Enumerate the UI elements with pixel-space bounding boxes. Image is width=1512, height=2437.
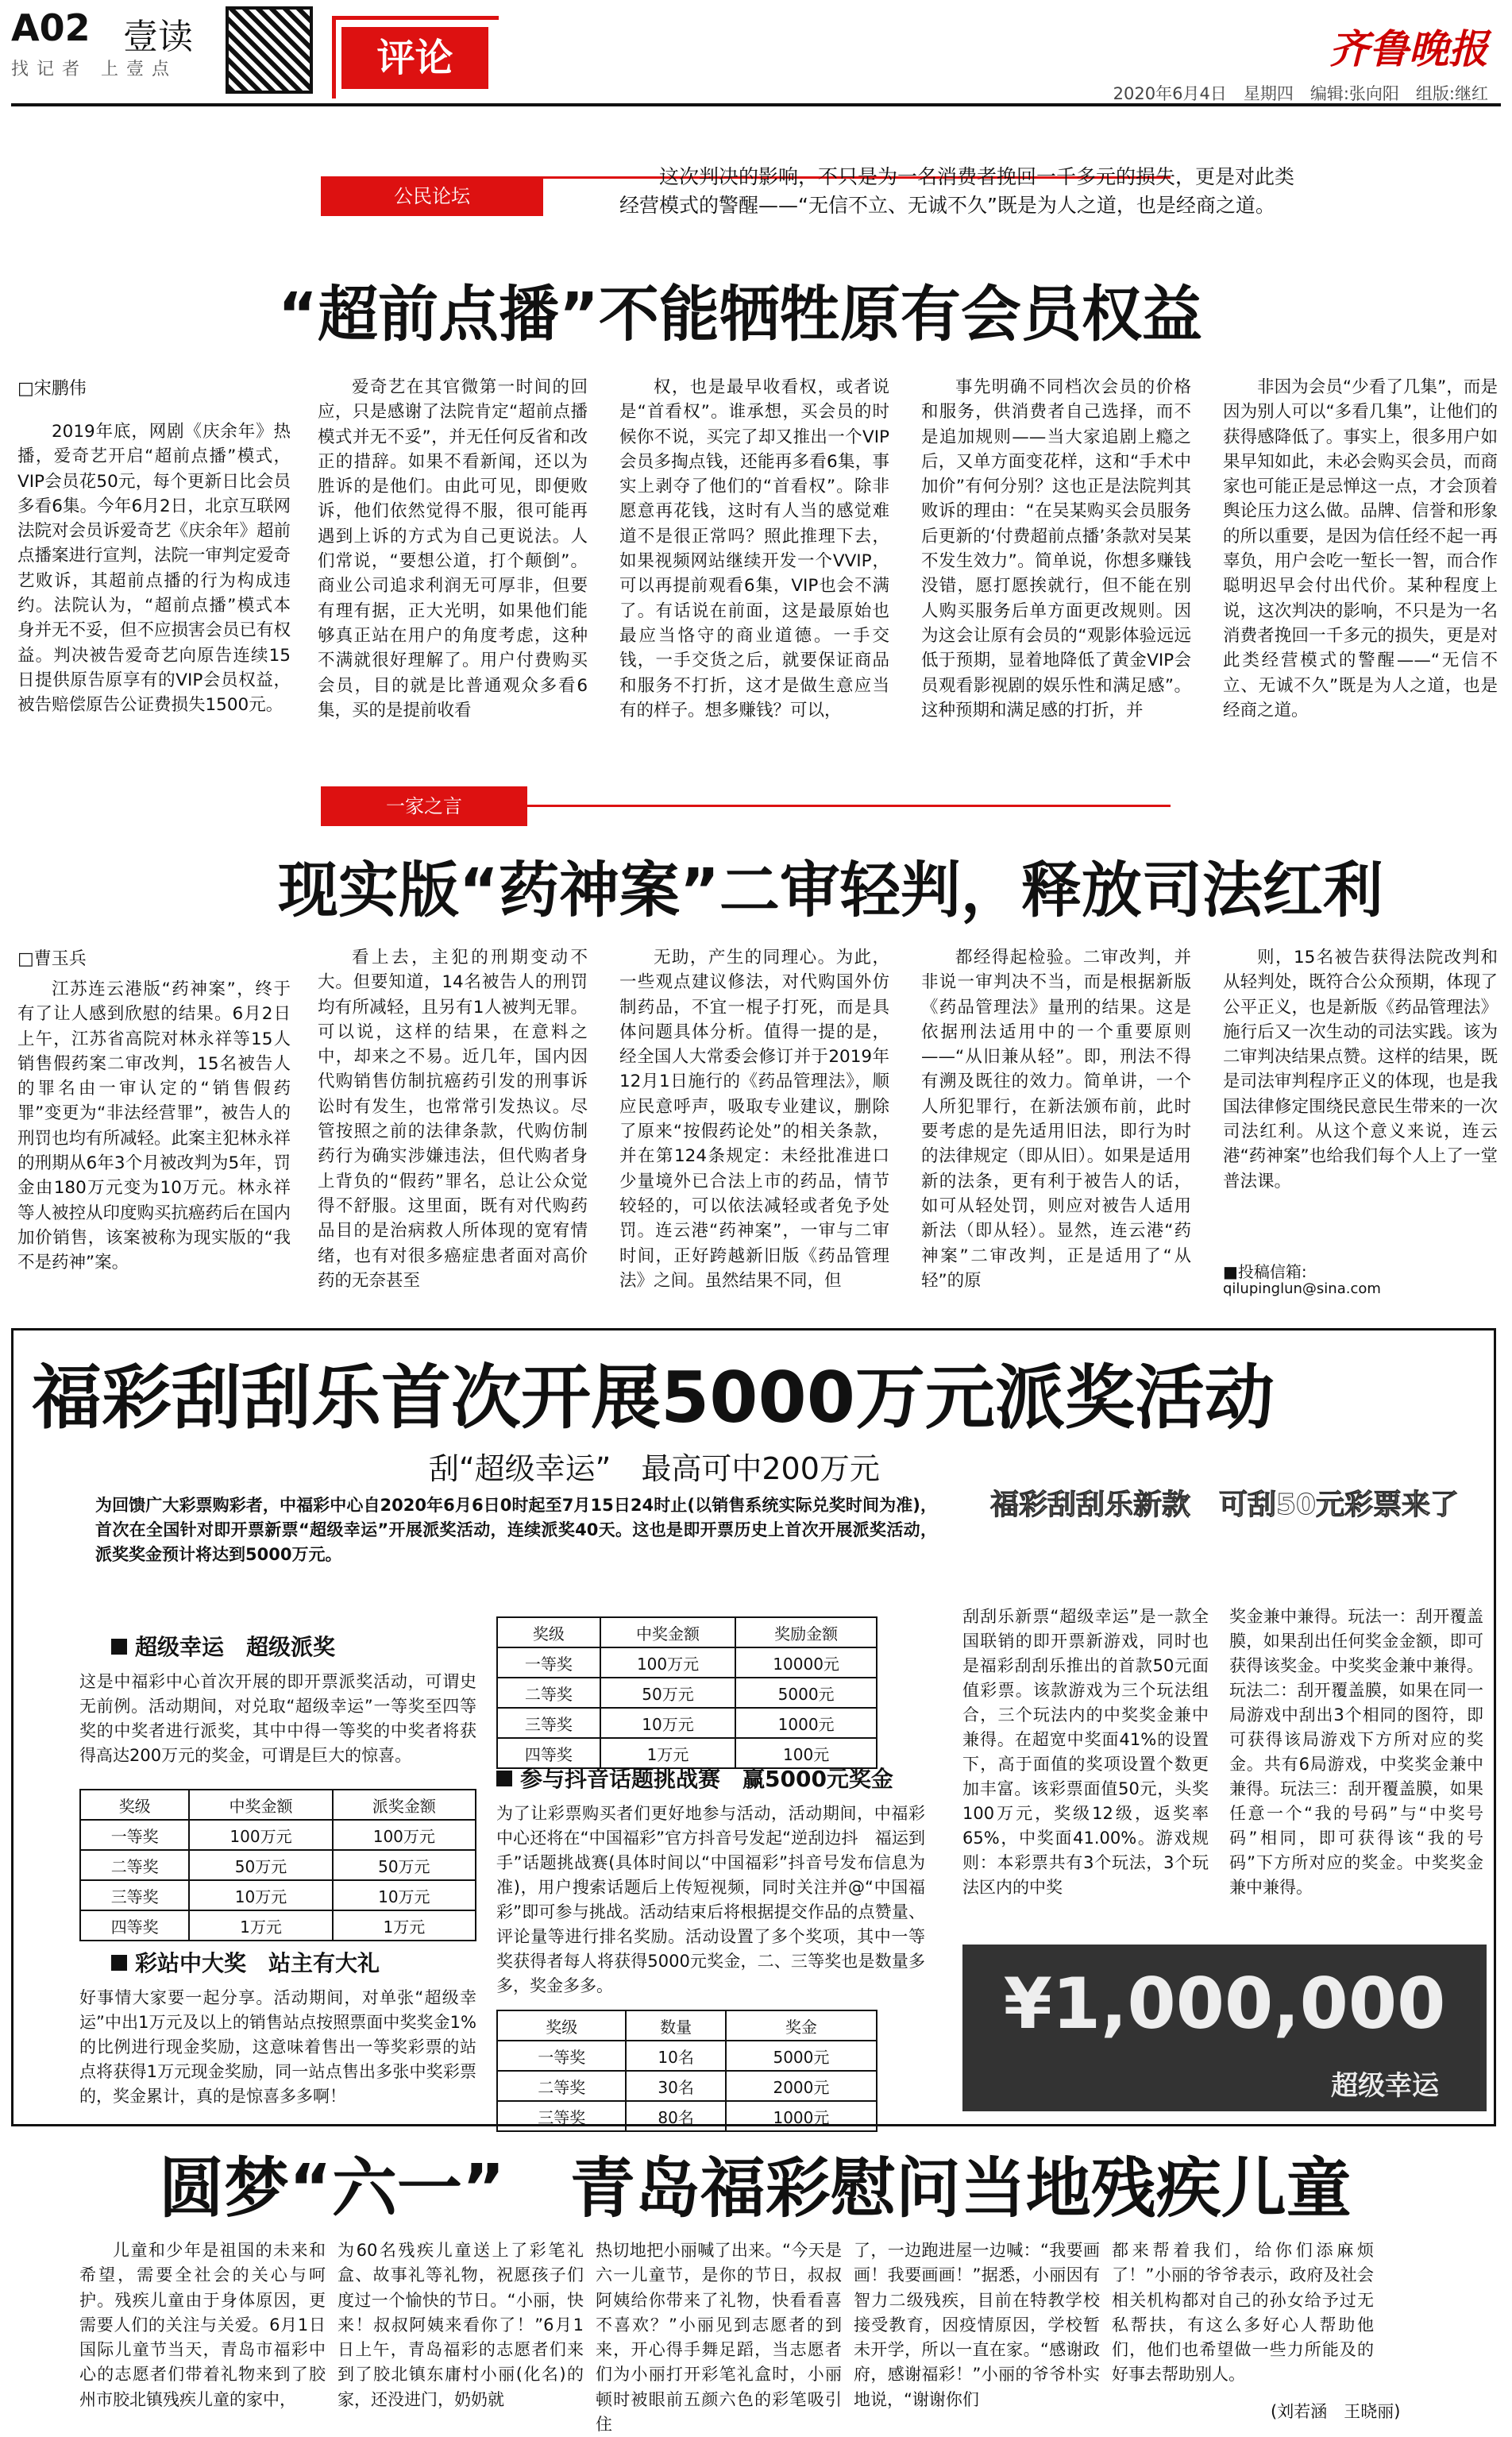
section-square-icon: [111, 1955, 127, 1971]
table-row: 一等奖 100万元 100万元: [80, 1820, 476, 1850]
a1-column-1: 2019年底，网剧《庆余年》热播，爱奇艺开启“超前点播”模式，VIP会员花50元，每个更新日比会员多看6集。今年6月2日，北京互联网法院对会员诉爱奇艺《庆余年》超前点播案进行宣判，法院一审判定爱奇艺败诉，其超前点播的行为构成违约。法院认为，“超前点播”模式本身并无不妥，但不应损害会员已有权益。判决被告爱奇艺向原告连续15日提供原告原享有的VIP会员权益，被告赔偿原告公证费损失1500元。: [17, 422, 291, 716]
ticket-amount: ¥1,000,000: [1003, 1963, 1446, 2045]
section-name: 壹读: [123, 17, 193, 57]
section-square-icon: [496, 1771, 512, 1786]
ticket-headline: 福彩刮刮乐新款 可刮50元彩票来了: [989, 1489, 1460, 1521]
section-slogan: 找记者 上壹点: [11, 60, 177, 79]
award-table-1: [79, 1789, 476, 1941]
table-row: 四等奖 1万元 100元: [497, 1738, 877, 1768]
ad-headline: 福彩刮刮乐首次开展5000万元派奖活动: [32, 1357, 1275, 1439]
ad-ticket-desc: 刮刮乐新票“超级幸运”是一款全国联销的即开票新游戏，同时也是福彩刮刮乐推出的首款50元面值彩票。该款游戏为三个玩法组合，三个玩法内的中奖奖金兼中兼得。在超宽中奖面41%的设置下，高于面值的奖项设置个数更加丰富。该彩票面值50元，头奖100万元，奖级12级，返奖率65%，中奖面41.00%。游戏规则：本彩票共有3个玩法，3个玩法区内的中奖: [962, 1607, 1209, 1897]
table-row: 二等奖 50万元 5000元: [497, 1678, 877, 1708]
issue-meta: 2020年6月4日 星期四 编辑:张向阳 组版:继红: [1113, 84, 1488, 103]
a3-column-5: 都来帮着我们，给你们添麻烦了！”小丽的爷爷表示，政府及社会相关机构都对自己的孙女给予过无私帮扶，有这么多好心人帮助他们，他们也希望做一些力所能及的好事去帮助别人。: [1112, 2241, 1374, 2385]
section-square-icon: [111, 1639, 127, 1655]
a2-label: 一家之言: [321, 786, 527, 826]
ad-section-3-title: 参与抖音话题挑战赛 赢5000元奖金: [496, 1762, 893, 1794]
page-number: A02: [11, 6, 91, 49]
a1-label: 公民论坛: [321, 176, 543, 216]
table-row: 一等奖 10名 5000元: [497, 2041, 877, 2071]
a1-lead-2: 经营模式的警醒——“无信不立、无诚不久”既是为人之道，也是经商之道。: [619, 194, 1275, 217]
ad-intro: 为回馈广大彩票购彩者，中福彩中心自2020年6月6日0时起至7月15日24时止(以销售系统实际兑奖时间为准)，首次在全国针对即开票新票“超级幸运”开展派奖活动，连续派奖40天。这也是即开票历史上首次开展派奖活动，派奖奖金预计将达到5000万元。: [95, 1496, 937, 1564]
submission-label: ■投稿信箱:: [1223, 1262, 1307, 1281]
ticket-name: 超级幸运: [1331, 2070, 1439, 2102]
table-header-row: 奖级 中奖金额 奖励金额: [497, 1617, 877, 1647]
ad-section-1-text: 这是中福彩中心首次开展的即开票派奖活动，可谓史无前例。活动期间，对兑取“超级幸运”一等奖至四等奖的中奖者进行派奖，其中中得一等奖的中奖者将获得高达200万元的奖金，可谓是巨大的惊喜。: [79, 1672, 476, 1765]
ad-play-rules: 奖金兼中兼得。玩法一：刮开覆盖膜，如果刮出任何奖金金额，即可获得该奖金。中奖奖金兼中兼得。玩法二：刮开覆盖膜，如果在同一局游戏中刮出3个相同的图符，即可获得该局游戏下方所对应的奖金。共有6局游戏，中奖奖金兼中兼得。玩法三：刮开覆盖膜，如果任意一个“我的号码”与“中奖号码”相同，即可获得该“我的号码”下方所对应的奖金。中奖奖金兼中兼得。: [1229, 1607, 1483, 1897]
award-table-2: [496, 1616, 878, 1769]
a2-column-3: 无助，产生的同理心。为此，一些观点建议修法，对代购国外仿制药品，不宜一棍子打死，而是具体问题具体分析。值得一提的是，经全国人大常委会修订并于2019年12月1日施行的《药品管理法》，顺应民意呼声，吸取专业建议，删除了原来“按假药论处”的相关条款，并在第124条规定：未经批准进口少量境外已合法上市的药品，情节较轻的，可以依法减轻或者免予处罚。连云港“药神案”，一审与二审时间，正好跨越新旧版《药品管理法》之间。虽然结果不同，但: [619, 948, 889, 1291]
a1-column-5: 非因为会员“少看了几集”，而是因为别人可以“多看几集”，让他们的获得感降低了。事实上，很多用户如果早知如此，未必会购买会员，而商家也可能正是忌惮这一点，才会顶着舆论压力这么做。品牌、信誉和形象的所以重要，是因为信任经不起一再辜负，用户会吃一堑长一智，而合作聪明迟早会付出代价。某种程度上说，这次判决的影响，不只是为一名消费者挽回一千多元的损失，更是对此类经营模式的警醒——“无信不立、无诚不久”既是为人之道，也是经商之道。: [1223, 377, 1498, 720]
a3-column-2: 为60名残疾儿童送上了彩笔礼盒、故事礼等礼物，祝愿孩子们度过一个愉快的节日。“小丽，快来！叔叔阿姨来看你了！”6月1日上午，青岛福彩的志愿者们来到了胶北镇东庸村小丽(化名)的家，还没进门，奶奶就: [338, 2241, 584, 2409]
table-header-row: 奖级 中奖金额 派奖金额: [80, 1790, 476, 1820]
ad-section-2-text: 好事情大家要一起分享。活动期间，对单张“超级幸运”中出1万元及以上的销售站点按照票面中奖奖金1%的比例进行现金奖励，这意味着售出一等奖彩票的站点将获得1万元现金奖励，同一站点售出多张中奖彩票的，奖金累计，真的是惊喜多多啊！: [79, 1988, 476, 2106]
a3-column-1: 儿童和少年是祖国的未来和希望，需要全社会的关心与呵护。残疾儿童由于身体原因，更需要人们的关注与关爱。6月1日国际儿童节当天，青岛市福彩中心的志愿者们带着礼物来到了胶州市胶北镇残疾儿童的家中，: [79, 2241, 326, 2409]
a3-column-4: 了，一边跑进屋一边喊：“我要画画！我要画画！”据悉，小丽因有智力二级残疾，目前在特教学校接受教育，因疫情原因，学校暂未开学，所以一直在家。“感谢政府，感谢福彩！”小丽的爷爷朴实地说，“谢谢你们: [854, 2241, 1100, 2409]
award-table-3: [496, 2010, 878, 2132]
table-row: 二等奖 30名 2000元: [497, 2071, 877, 2101]
a2-column-2: 看上去，主犯的刑期变动不大。但要知道，14名被告人的刑罚均有所减轻，且另有1人被判无罪。可以说，这样的结果，在意料之中，却来之不易。近几年，国内因代购销售仿制抗癌药引发的刑事诉讼时有发生，也常常引发热议。尽管按照之前的法律条款，代购仿制药行为确实涉嫌违法，但代购者身上背负的“假药”罪名，总让公众觉得不舒服。这里面，既有对代购药品目的是治病救人所体现的宽宥情绪，也有对很多癌症患者面对高价药的无奈甚至: [318, 948, 588, 1291]
a1-column-3: 权，也是最早收看权，或者说是“首看权”。谁承想，买会员的时候你不说，买完了却又推出一个VIP会员多掏点钱，还能再多看6集，事实上剥夺了他们的“首看权”。除非愿意再花钱，这时有人当的感觉难道不是很正常吗？照此推理下去，如果视频网站继续开发一个VVIP，可以再提前观看6集，VIP也会不满了。有话说在前面，这是最原始也最应当恪守的商业道德。一手交钱，一手交货之后，就要保证商品和服务不打折，这才是做生意应当有的样子。想多赚钱？可以，: [619, 377, 889, 720]
table-row: 二等奖 50万元 50万元: [80, 1850, 476, 1880]
a1-headline: “超前点播”不能牺牲原有会员权益: [278, 279, 1202, 350]
table-header-row: 奖级 数量 奖金: [497, 2010, 877, 2041]
newspaper-logo: 齐鲁晚报: [1329, 25, 1488, 72]
a1-column-4: 事先明确不同档次会员的价格和服务，供消费者自己选择，而不是追加规则——当大家追剧上瘾之后，又单方面变花样，这和“手术中加价”有何分别？这也正是法院判其败诉的理由：“在吴某购买会员服务后更新的‘付费超前点播’条款对吴某不发生效力”。简单说，你想多赚钱没错，愿打愿挨就行，但不能在别人购买服务后单方面更改规则。因为这会让原有会员的“观影体验远远低于预期，显着地降低了黄金VIP会员观看影视剧的娱乐性和满足感”。这种预期和满足感的打折，并: [921, 377, 1191, 720]
ad-section-2-title: 彩站中大奖 站主有大礼: [111, 1946, 380, 1978]
masthead-rule: [11, 103, 1501, 106]
table-row: 三等奖 10万元 1000元: [497, 1708, 877, 1738]
a2-headline: 现实版“药神案”二审轻判，释放司法红利: [278, 855, 1383, 925]
a2-author: □曹玉兵: [17, 949, 87, 969]
a2-column-4: 都经得起检验。二审改判，并非说一审判决不当，而是根据新版《药品管理法》量刑的结果。这是依据刑法适用中的一个重要原则——“从旧兼从轻”。即，刑法不得有溯及既往的效力。简单讲，一个人所犯罪行，在新法颁布前，此时要考虑的是先适用旧法，即行为时的法律规定（即从旧）。如果是适用新的法条，更有利于被告人的话，如可从轻处罚，则应对被告人适用新法（即从轻）。显然，连云港“药神案”二审改判，正是适用了“从轻”的原: [921, 948, 1191, 1291]
a1-author: □宋鹏伟: [17, 379, 87, 399]
table-row: 三等奖 10万元 10万元: [80, 1880, 476, 1910]
ad-section-1-title: 超级幸运 超级派奖: [111, 1630, 335, 1662]
a1-column-2: 爱奇艺在其官微第一时间的回应，只是感谢了法院肯定“超前点播模式并无不妥”，并无任何反省和改正的措辞。如果不看新闻，还以为胜诉的是他们。由此可见，即便败诉，他们依然觉得不服，很可能再遇到上诉的方式为自己更说法。人们常说，“要想公道，打个颠倒”。商业公司追求利润无可厚非，但要有理有据，正大光明，如果他们能够真正站在用户的角度考虑，这种不满就很好理解了。用户付费购买会员，目的就是比普通观众多看6集，买的是提前收看: [318, 377, 588, 720]
a3-author: (刘若涵 王晓丽): [1271, 2402, 1401, 2421]
table-row: 一等奖 100万元 10000元: [497, 1647, 877, 1678]
column-tag: 评论: [341, 27, 488, 89]
scratch-ticket-image: [962, 1945, 1487, 2111]
a1-lead-1: 这次判决的影响，不只是为一名消费者挽回一千多元的损失，更是对此类: [659, 165, 1295, 188]
a2-column-5: 则，15名被告获得法院改判和从轻判处，既符合公众预期，体现了公平正义，也是新版《药品管理法》施行后又一次生动的司法实践。该为二审判决结果点赞。这样的结果，既是司法审判程序正义的体现，也是我国法律修定围绕民意民生带来的一次司法红利。从这个意义来说，连云港“药神案”也给我们每个人上了一堂普法课。: [1223, 948, 1498, 1191]
a2-column-1: 江苏连云港版“药神案”，终于有了让人感到欣慰的结果。6月2日上午，江苏省高院对林永祥等15人销售假药案二审改判，15名被告人的罪名由一审认定的“销售假药罪”变更为“非法经营罪”，被告人的刑罚也均有所减轻。此案主犯林永祥的刑期从6年3个月被改判为5年，罚金由180万元变为10万元。林永祥等人被控从印度购买抗癌药后在国内加价销售，该案被称为现实版的“我不是药神”案。: [17, 979, 291, 1273]
ad-section-3-text: 为了让彩票购买者们更好地参与活动，活动期间，中福彩中心还将在“中国福彩”官方抖音号发起“逆刮边抖 福运到手”话题挑战赛(具体时间以“中国福彩”抖音号发布信息为准)，用户搜索话题后上传短视频，同时关注并@“中国福彩”即可参与挑战。活动结束后将根据提交作品的点赞量、评论量等进行排名奖励。活动设置了多个奖项，其中一等奖获得者每人将获得5000元奖金，二、三等奖也是数量多多，奖金多多。: [496, 1804, 925, 1995]
ad-subtitle: 刮“超级幸运” 最高可中200万元: [429, 1451, 880, 1486]
table-row: 三等奖 80名 1000元: [497, 2101, 877, 2131]
table-row: 四等奖 1万元 1万元: [80, 1910, 476, 1941]
submission-email[interactable]: qilupinglun@sina.com: [1223, 1280, 1381, 1297]
a3-headline: 圆梦“六一” 青岛福彩慰问当地残疾儿童: [159, 2151, 1352, 2227]
a3-column-3: 热切地把小丽喊了出来。“今天是六一儿童节，是你的节日，叔叔阿姨给你带来了礼物，快看看喜不喜欢？”小丽见到志愿者的到来，开心得手舞足蹈，当志愿者们为小丽打开彩笔礼盒时，小丽顿时被眼前五颜六色的彩笔吸引住: [596, 2241, 842, 2435]
qr-code-icon[interactable]: [226, 6, 313, 94]
